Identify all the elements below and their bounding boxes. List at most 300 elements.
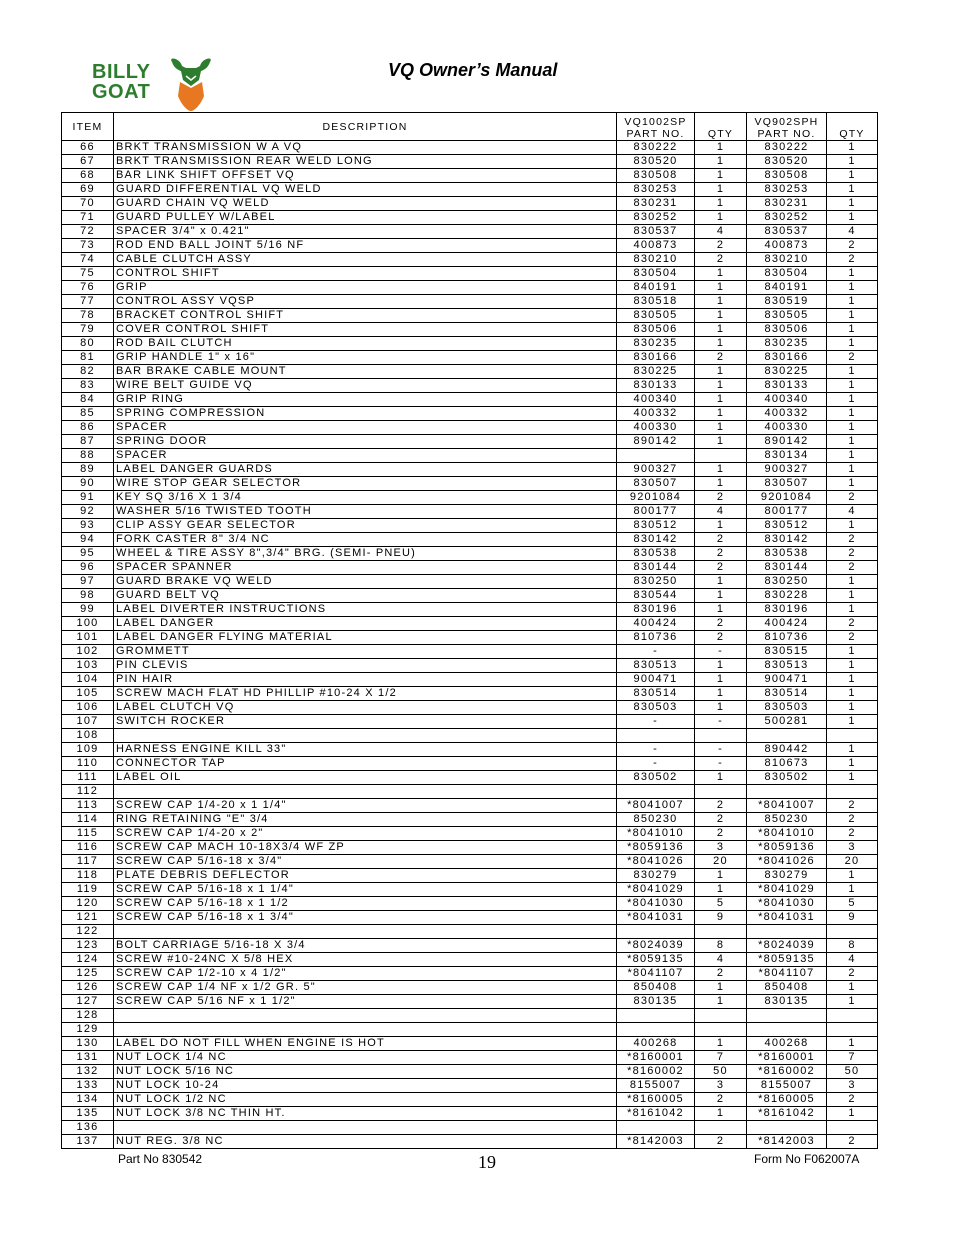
cell-vq1002sp-part: *8041007	[617, 799, 695, 813]
cell-vq1002sp-part	[617, 1023, 695, 1037]
cell-vq902sph-part: 830505	[747, 309, 827, 323]
part-no-label-1: PART NO.	[626, 128, 685, 140]
cell-vq902sph-part: 800177	[747, 505, 827, 519]
cell-vq902sph-qty: 1	[827, 337, 878, 351]
cell-vq902sph-part: 400340	[747, 393, 827, 407]
cell-vq902sph-part: 830507	[747, 477, 827, 491]
cell-item: 106	[62, 701, 114, 715]
table-row	[62, 617, 878, 631]
table-row	[62, 435, 878, 449]
cell-vq1002sp-qty: 1	[695, 673, 747, 687]
cell-vq902sph-qty: 1	[827, 421, 878, 435]
cell-vq902sph-qty	[827, 1023, 878, 1037]
col-header-vq1002sp-part	[617, 113, 695, 141]
cell-item: 119	[62, 883, 114, 897]
cell-vq902sph-qty: 1	[827, 883, 878, 897]
table-row	[62, 561, 878, 575]
cell-vq1002sp-qty	[695, 449, 747, 463]
table-row	[62, 981, 878, 995]
cell-vq1002sp-part: -	[617, 743, 695, 757]
cell-vq902sph-qty: 1	[827, 715, 878, 729]
cell-item: 111	[62, 771, 114, 785]
cell-vq1002sp-qty	[695, 1009, 747, 1023]
cell-vq1002sp-part: 850408	[617, 981, 695, 995]
table-row	[62, 309, 878, 323]
cell-vq902sph-part: 400332	[747, 407, 827, 421]
cell-item: 86	[62, 421, 114, 435]
cell-item: 99	[62, 603, 114, 617]
cell-description: SPACER	[114, 449, 617, 463]
cell-description: BRACKET CONTROL SHIFT	[114, 309, 617, 323]
cell-vq1002sp-qty: 1	[695, 477, 747, 491]
cell-vq902sph-qty: 1	[827, 309, 878, 323]
cell-item: 97	[62, 575, 114, 589]
cell-vq902sph-part: 810736	[747, 631, 827, 645]
cell-vq902sph-qty: 1	[827, 463, 878, 477]
cell-vq902sph-part: 830250	[747, 575, 827, 589]
cell-vq1002sp-qty: 2	[695, 1135, 747, 1149]
cell-item: 89	[62, 463, 114, 477]
cell-item: 104	[62, 673, 114, 687]
cell-vq902sph-qty: 1	[827, 267, 878, 281]
cell-vq1002sp-part	[617, 925, 695, 939]
cell-vq902sph-qty: 2	[827, 967, 878, 981]
cell-description	[114, 1009, 617, 1023]
cell-vq1002sp-qty: 1	[695, 463, 747, 477]
table-row	[62, 659, 878, 673]
cell-vq902sph-qty: 1	[827, 281, 878, 295]
cell-vq902sph-qty: 1	[827, 673, 878, 687]
cell-vq1002sp-qty: 9	[695, 911, 747, 925]
cell-item: 87	[62, 435, 114, 449]
table-row	[62, 897, 878, 911]
cell-vq902sph-part	[747, 785, 827, 799]
cell-item: 102	[62, 645, 114, 659]
cell-description: SPRING COMPRESSION	[114, 407, 617, 421]
cell-vq1002sp-qty: 1	[695, 155, 747, 169]
cell-item: 76	[62, 281, 114, 295]
cell-description: LABEL DANGER FLYING MATERIAL	[114, 631, 617, 645]
cell-item: 92	[62, 505, 114, 519]
cell-vq902sph-qty: 8	[827, 939, 878, 953]
cell-vq902sph-part: 400268	[747, 1037, 827, 1051]
cell-vq902sph-qty: 2	[827, 253, 878, 267]
cell-vq1002sp-qty: 2	[695, 561, 747, 575]
cell-item: 121	[62, 911, 114, 925]
table-row	[62, 841, 878, 855]
cell-item: 75	[62, 267, 114, 281]
cell-vq1002sp-qty: 4	[695, 225, 747, 239]
table-row	[62, 883, 878, 897]
cell-vq1002sp-qty: 1	[695, 435, 747, 449]
cell-description: GUARD CHAIN VQ WELD	[114, 197, 617, 211]
cell-vq902sph-part: *8059135	[747, 953, 827, 967]
cell-vq1002sp-part: 840191	[617, 281, 695, 295]
cell-vq1002sp-qty: 1	[695, 393, 747, 407]
col-header-vq902sph-part	[747, 113, 827, 141]
cell-vq1002sp-qty: 1	[695, 701, 747, 715]
cell-description: NUT LOCK 10-24	[114, 1079, 617, 1093]
cell-vq902sph-part: *8041010	[747, 827, 827, 841]
cell-vq902sph-qty: 1	[827, 1107, 878, 1121]
table-row	[62, 939, 878, 953]
model-vq1002sp: VQ1002SP	[624, 116, 687, 128]
cell-vq1002sp-part: 830235	[617, 337, 695, 351]
cell-item: 114	[62, 813, 114, 827]
cell-vq1002sp-part: 8155007	[617, 1079, 695, 1093]
cell-vq902sph-part: 830519	[747, 295, 827, 309]
cell-description: GRIP HANDLE 1" x 16"	[114, 351, 617, 365]
cell-vq1002sp-qty: 1	[695, 141, 747, 155]
table-row	[62, 491, 878, 505]
cell-vq1002sp-qty: 2	[695, 967, 747, 981]
cell-vq902sph-qty	[827, 1009, 878, 1023]
cell-vq902sph-qty: 1	[827, 687, 878, 701]
cell-vq902sph-part: *8024039	[747, 939, 827, 953]
cell-item: 69	[62, 183, 114, 197]
cell-vq1002sp-part: 810736	[617, 631, 695, 645]
cell-item: 133	[62, 1079, 114, 1093]
cell-vq902sph-qty: 2	[827, 561, 878, 575]
cell-description	[114, 729, 617, 743]
cell-vq902sph-qty: 2	[827, 631, 878, 645]
cell-vq1002sp-part: *8142003	[617, 1135, 695, 1149]
table-row	[62, 771, 878, 785]
cell-description: CONTROL SHIFT	[114, 267, 617, 281]
table-row	[62, 701, 878, 715]
table-row	[62, 183, 878, 197]
cell-vq1002sp-part: 830250	[617, 575, 695, 589]
cell-item: 135	[62, 1107, 114, 1121]
table-row	[62, 729, 878, 743]
cell-item: 124	[62, 953, 114, 967]
table-row	[62, 337, 878, 351]
goat-head-icon	[166, 56, 216, 112]
cell-vq1002sp-part: 830518	[617, 295, 695, 309]
cell-vq1002sp-qty	[695, 1121, 747, 1135]
cell-vq902sph-qty: 1	[827, 155, 878, 169]
cell-vq902sph-qty: 4	[827, 225, 878, 239]
cell-item: 115	[62, 827, 114, 841]
col-header-item: ITEM	[62, 113, 114, 141]
cell-vq902sph-part: 900471	[747, 673, 827, 687]
table-row	[62, 253, 878, 267]
cell-vq1002sp-qty: 1	[695, 575, 747, 589]
cell-vq902sph-part: 830144	[747, 561, 827, 575]
cell-vq902sph-qty: 1	[827, 519, 878, 533]
cell-vq1002sp-part: *8041030	[617, 897, 695, 911]
table-row	[62, 365, 878, 379]
table-row	[62, 141, 878, 155]
cell-vq902sph-qty	[827, 1121, 878, 1135]
cell-vq902sph-part	[747, 1009, 827, 1023]
cell-vq1002sp-qty: 2	[695, 1093, 747, 1107]
cell-description: SCREW CAP 1/4-20 x 2"	[114, 827, 617, 841]
cell-description: LABEL DIVERTER INSTRUCTIONS	[114, 603, 617, 617]
table-row	[62, 407, 878, 421]
cell-item: 112	[62, 785, 114, 799]
cell-vq902sph-part: 830196	[747, 603, 827, 617]
cell-vq1002sp-part: *8041029	[617, 883, 695, 897]
cell-vq1002sp-part: 830196	[617, 603, 695, 617]
cell-vq1002sp-qty: 1	[695, 995, 747, 1009]
cell-item: 131	[62, 1051, 114, 1065]
brand-line-1: BILLY	[92, 61, 151, 83]
parts-table-body	[62, 141, 878, 1149]
cell-vq902sph-qty: 1	[827, 645, 878, 659]
cell-vq1002sp-qty: 1	[695, 687, 747, 701]
table-row	[62, 967, 878, 981]
cell-vq1002sp-part: 400424	[617, 617, 695, 631]
cell-vq902sph-qty: 1	[827, 743, 878, 757]
cell-vq1002sp-qty: 20	[695, 855, 747, 869]
cell-vq902sph-part: 830252	[747, 211, 827, 225]
cell-vq1002sp-part: *8041031	[617, 911, 695, 925]
cell-vq1002sp-qty: 1	[695, 169, 747, 183]
cell-item: 108	[62, 729, 114, 743]
cell-description: FORK CASTER 8" 3/4 NC	[114, 533, 617, 547]
cell-vq1002sp-part: 830505	[617, 309, 695, 323]
cell-item: 84	[62, 393, 114, 407]
cell-vq1002sp-qty: 1	[695, 1037, 747, 1051]
cell-description: LABEL DANGER	[114, 617, 617, 631]
cell-vq902sph-qty: 1	[827, 295, 878, 309]
cell-vq1002sp-qty: 2	[695, 253, 747, 267]
cell-vq1002sp-qty: 1	[695, 323, 747, 337]
cell-vq1002sp-part: *8161042	[617, 1107, 695, 1121]
cell-vq902sph-part: *8041030	[747, 897, 827, 911]
cell-vq1002sp-part: 830507	[617, 477, 695, 491]
cell-vq1002sp-qty: 2	[695, 827, 747, 841]
cell-vq1002sp-part: 830538	[617, 547, 695, 561]
cell-vq1002sp-qty: 2	[695, 617, 747, 631]
cell-vq902sph-qty: 5	[827, 897, 878, 911]
table-row	[62, 855, 878, 869]
cell-vq1002sp-part: 900327	[617, 463, 695, 477]
table-row	[62, 925, 878, 939]
cell-vq902sph-part: 400330	[747, 421, 827, 435]
cell-vq1002sp-part: 830503	[617, 701, 695, 715]
cell-vq1002sp-qty: 2	[695, 239, 747, 253]
cell-vq1002sp-qty: 1	[695, 981, 747, 995]
cell-item: 128	[62, 1009, 114, 1023]
cell-vq1002sp-part: 830135	[617, 995, 695, 1009]
cell-vq902sph-qty	[827, 729, 878, 743]
cell-vq902sph-qty: 1	[827, 869, 878, 883]
table-row	[62, 449, 878, 463]
cell-description: GUARD PULLEY W/LABEL	[114, 211, 617, 225]
cell-description: PIN CLEVIS	[114, 659, 617, 673]
cell-item: 125	[62, 967, 114, 981]
cell-vq1002sp-qty: 1	[695, 365, 747, 379]
page-title: VQ Owner’s Manual	[388, 60, 558, 80]
cell-vq1002sp-qty: 2	[695, 491, 747, 505]
cell-description: GROMMETT	[114, 645, 617, 659]
cell-description: GUARD BELT VQ	[114, 589, 617, 603]
cell-vq1002sp-qty: -	[695, 743, 747, 757]
cell-vq902sph-qty: 1	[827, 211, 878, 225]
table-row	[62, 351, 878, 365]
cell-description: WIRE STOP GEAR SELECTOR	[114, 477, 617, 491]
cell-description: SCREW CAP 5/16-18 x 1 1/4"	[114, 883, 617, 897]
cell-description: SCREW MACH FLAT HD PHILLIP #10-24 X 1/2	[114, 687, 617, 701]
cell-vq1002sp-part: 830512	[617, 519, 695, 533]
cell-vq1002sp-qty: 1	[695, 421, 747, 435]
cell-vq1002sp-part: 830144	[617, 561, 695, 575]
cell-vq902sph-part: *8041026	[747, 855, 827, 869]
cell-vq902sph-part: 830142	[747, 533, 827, 547]
cell-vq902sph-qty: 1	[827, 323, 878, 337]
model-vq902sph: VQ902SPH	[754, 116, 819, 128]
cell-item: 134	[62, 1093, 114, 1107]
cell-vq1002sp-part: -	[617, 757, 695, 771]
cell-item: 136	[62, 1121, 114, 1135]
cell-vq902sph-qty: 2	[827, 1093, 878, 1107]
table-row	[62, 631, 878, 645]
cell-vq902sph-part: 830514	[747, 687, 827, 701]
cell-vq1002sp-qty: 1	[695, 267, 747, 281]
col-header-vq902sph-qty: QTY	[827, 113, 878, 141]
cell-vq902sph-qty	[827, 925, 878, 939]
cell-vq1002sp-part: 900471	[617, 673, 695, 687]
cell-description: CLIP ASSY GEAR SELECTOR	[114, 519, 617, 533]
table-row	[62, 1121, 878, 1135]
table-row	[62, 785, 878, 799]
cell-vq902sph-part: *8041029	[747, 883, 827, 897]
cell-item: 70	[62, 197, 114, 211]
cell-vq1002sp-qty: 1	[695, 589, 747, 603]
cell-vq1002sp-part: 830210	[617, 253, 695, 267]
cell-description: KEY SQ 3/16 X 1 3/4	[114, 491, 617, 505]
cell-vq902sph-part: 500281	[747, 715, 827, 729]
cell-vq1002sp-part: 830166	[617, 351, 695, 365]
cell-vq902sph-part: 830279	[747, 869, 827, 883]
cell-vq1002sp-part: 830513	[617, 659, 695, 673]
cell-vq902sph-qty: 1	[827, 365, 878, 379]
cell-vq902sph-qty: 20	[827, 855, 878, 869]
cell-item: 98	[62, 589, 114, 603]
cell-description: GUARD BRAKE VQ WELD	[114, 575, 617, 589]
cell-item: 78	[62, 309, 114, 323]
cell-vq1002sp-part: 830514	[617, 687, 695, 701]
cell-item: 101	[62, 631, 114, 645]
cell-vq902sph-part: 830506	[747, 323, 827, 337]
cell-vq1002sp-qty: 1	[695, 603, 747, 617]
cell-description: HARNESS ENGINE KILL 33"	[114, 743, 617, 757]
cell-vq1002sp-part: 830279	[617, 869, 695, 883]
table-row	[62, 1107, 878, 1121]
table-row	[62, 197, 878, 211]
cell-description: SCREW CAP 1/2-10 x 4 1/2"	[114, 967, 617, 981]
table-row	[62, 1079, 878, 1093]
table-row	[62, 533, 878, 547]
cell-vq902sph-part: 400873	[747, 239, 827, 253]
cell-item: 67	[62, 155, 114, 169]
cell-vq1002sp-qty: 1	[695, 295, 747, 309]
cell-vq1002sp-qty: 2	[695, 631, 747, 645]
cell-vq1002sp-qty: 7	[695, 1051, 747, 1065]
cell-vq902sph-part: 830537	[747, 225, 827, 239]
cell-vq902sph-qty: 1	[827, 603, 878, 617]
cell-vq902sph-qty: 1	[827, 197, 878, 211]
cell-vq1002sp-qty: 2	[695, 813, 747, 827]
cell-vq902sph-qty: 2	[827, 239, 878, 253]
table-row	[62, 995, 878, 1009]
cell-item: 117	[62, 855, 114, 869]
cell-item: 80	[62, 337, 114, 351]
cell-vq902sph-qty: 3	[827, 841, 878, 855]
footer-form-no: Form No F062007A	[754, 1152, 860, 1166]
cell-vq902sph-part: *8059136	[747, 841, 827, 855]
cell-vq1002sp-part: 830520	[617, 155, 695, 169]
cell-description: SPACER 3/4" x 0.421"	[114, 225, 617, 239]
table-row	[62, 743, 878, 757]
cell-description: LABEL DANGER GUARDS	[114, 463, 617, 477]
page-number: 19	[478, 1152, 496, 1172]
cell-vq902sph-part: 830253	[747, 183, 827, 197]
cell-vq1002sp-part	[617, 1121, 695, 1135]
cell-description: CABLE CLUTCH ASSY	[114, 253, 617, 267]
table-row	[62, 393, 878, 407]
brand-line-2: GOAT	[92, 81, 151, 103]
cell-vq1002sp-part: 400330	[617, 421, 695, 435]
cell-vq902sph-qty: 2	[827, 799, 878, 813]
cell-description: BAR BRAKE CABLE MOUNT	[114, 365, 617, 379]
cell-description: NUT REG. 3/8 NC	[114, 1135, 617, 1149]
cell-vq902sph-qty: 3	[827, 1079, 878, 1093]
table-row	[62, 547, 878, 561]
cell-item: 110	[62, 757, 114, 771]
cell-vq1002sp-part: 890142	[617, 435, 695, 449]
cell-vq1002sp-part	[617, 729, 695, 743]
cell-item: 122	[62, 925, 114, 939]
table-row	[62, 239, 878, 253]
cell-vq902sph-qty: 1	[827, 379, 878, 393]
cell-vq902sph-part	[747, 729, 827, 743]
cell-vq902sph-part: 830228	[747, 589, 827, 603]
cell-vq902sph-qty: 1	[827, 757, 878, 771]
cell-description: GRIP	[114, 281, 617, 295]
table-row	[62, 169, 878, 183]
cell-vq1002sp-qty	[695, 925, 747, 939]
cell-vq1002sp-part: *8160002	[617, 1065, 695, 1079]
cell-vq902sph-part	[747, 925, 827, 939]
cell-vq1002sp-qty: 1	[695, 1107, 747, 1121]
cell-item: 96	[62, 561, 114, 575]
cell-vq1002sp-qty: 1	[695, 869, 747, 883]
cell-vq902sph-part: 830504	[747, 267, 827, 281]
table-row	[62, 225, 878, 239]
cell-vq902sph-qty: 1	[827, 169, 878, 183]
cell-vq902sph-part: 830512	[747, 519, 827, 533]
cell-item: 126	[62, 981, 114, 995]
cell-vq1002sp-part: *8160001	[617, 1051, 695, 1065]
cell-vq1002sp-qty: 50	[695, 1065, 747, 1079]
cell-vq902sph-part: 830231	[747, 197, 827, 211]
cell-vq1002sp-qty: 5	[695, 897, 747, 911]
cell-description: SWITCH ROCKER	[114, 715, 617, 729]
cell-vq1002sp-part: *8160005	[617, 1093, 695, 1107]
cell-vq902sph-qty: 1	[827, 477, 878, 491]
cell-vq1002sp-qty: 4	[695, 505, 747, 519]
cell-vq1002sp-qty: 1	[695, 771, 747, 785]
cell-vq902sph-qty: 9	[827, 911, 878, 925]
table-row	[62, 953, 878, 967]
cell-description: RING RETAINING "E" 3/4	[114, 813, 617, 827]
cell-item: 88	[62, 449, 114, 463]
table-row	[62, 869, 878, 883]
cell-vq902sph-qty: 4	[827, 505, 878, 519]
